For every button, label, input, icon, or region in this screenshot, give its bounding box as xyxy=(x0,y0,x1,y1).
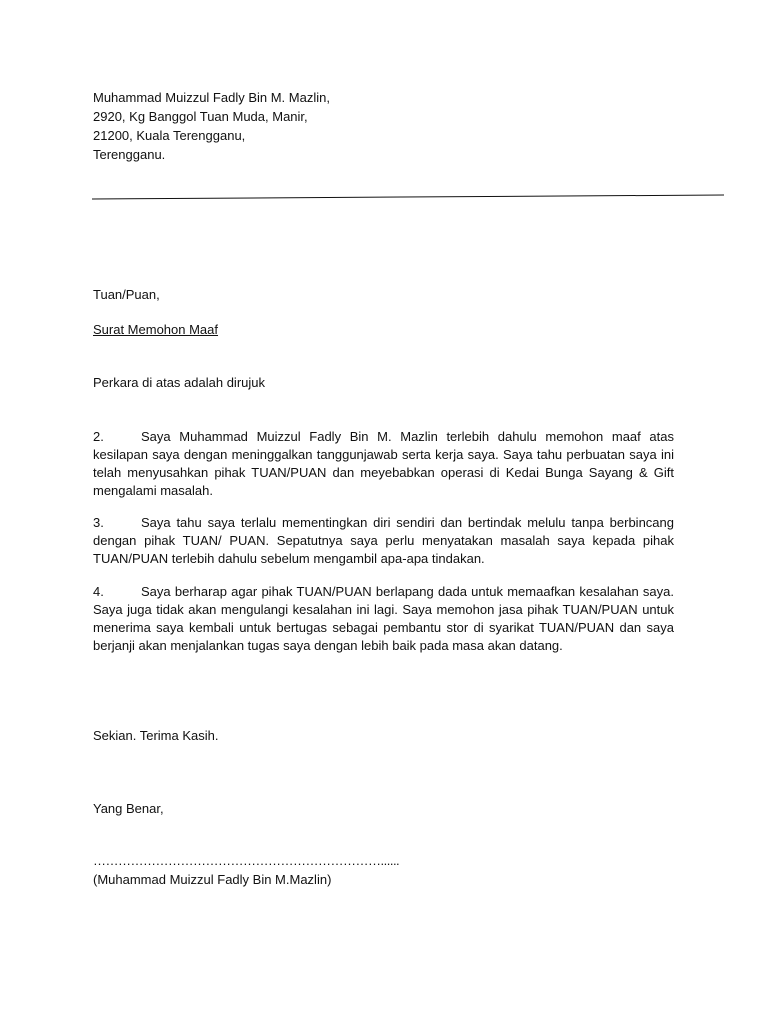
sender-name-line: Muhammad Muizzul Fadly Bin M. Mazlin, xyxy=(93,90,330,105)
salutation: Tuan/Puan, xyxy=(93,287,160,302)
paragraph-2-text: Saya Muhammad Muizzul Fadly Bin M. Mazlin terlebih dahulu memohon maaf atas kesilapan saya dengan meninggalkan tanggunjawab serta kerja saya. Saya tahu perbuatan saya ini telah menyusahkan pihak TUAN/PUAN dan meyebabkan operasi di Kedai Bunga Sayang & Gift mengalami masalah. xyxy=(93,429,674,498)
paragraph-3-text: Saya tahu saya terlalu mementingkan diri sendiri dan bertindak melulu tanpa berbincang dengan pihak TUAN/ PUAN. Sepatutnya saya perlu menyatakan masalah saya kepada pihak TUAN/PUAN terlebih dahulu sebelum mengambil apa-apa tindakan. xyxy=(93,515,674,566)
paragraph-3-number: 3. xyxy=(93,515,104,530)
letter-subject: Surat Memohon Maaf xyxy=(93,322,219,337)
closing-line: Sekian. Terima Kasih. xyxy=(93,728,219,743)
letterhead-divider xyxy=(92,186,724,200)
sender-address-line-3: Terengganu. xyxy=(93,147,166,162)
paragraph-4-text: Saya berharap agar pihak TUAN/PUAN berlapang dada untuk memaafkan kesalahan saya. Saya juga tidak akan mengulangi kesalahan ini lagi. Saya memohon jasa pihak TUAN/PUAN untuk menerima saya kembali untuk bertugas sebagai pembantu stor di syarikat TUAN/PUAN dan saya berjanji akan menjalankan tugas saya dengan lebih baik pada masa akan datang. xyxy=(93,584,674,653)
signer-name: (Muhammad Muizzul Fadly Bin M.Mazlin) xyxy=(93,872,332,887)
paragraph-3 xyxy=(93,514,674,568)
sender-address-line-1: 2920, Kg Banggol Tuan Muda, Manir, xyxy=(93,109,308,124)
sender-address-line-2: 21200, Kuala Terengganu, xyxy=(93,128,246,143)
paragraph-2-number: 2. xyxy=(93,429,104,444)
signature-line: ……………………………………………………………...... xyxy=(93,853,400,868)
paragraph-4-number: 4. xyxy=(93,584,104,599)
sender-address xyxy=(93,88,330,164)
paragraph-4 xyxy=(93,583,674,655)
paragraph-2 xyxy=(93,428,674,500)
regards-line: Yang Benar, xyxy=(93,801,164,816)
reference-line: Perkara di atas adalah dirujuk xyxy=(93,375,265,390)
